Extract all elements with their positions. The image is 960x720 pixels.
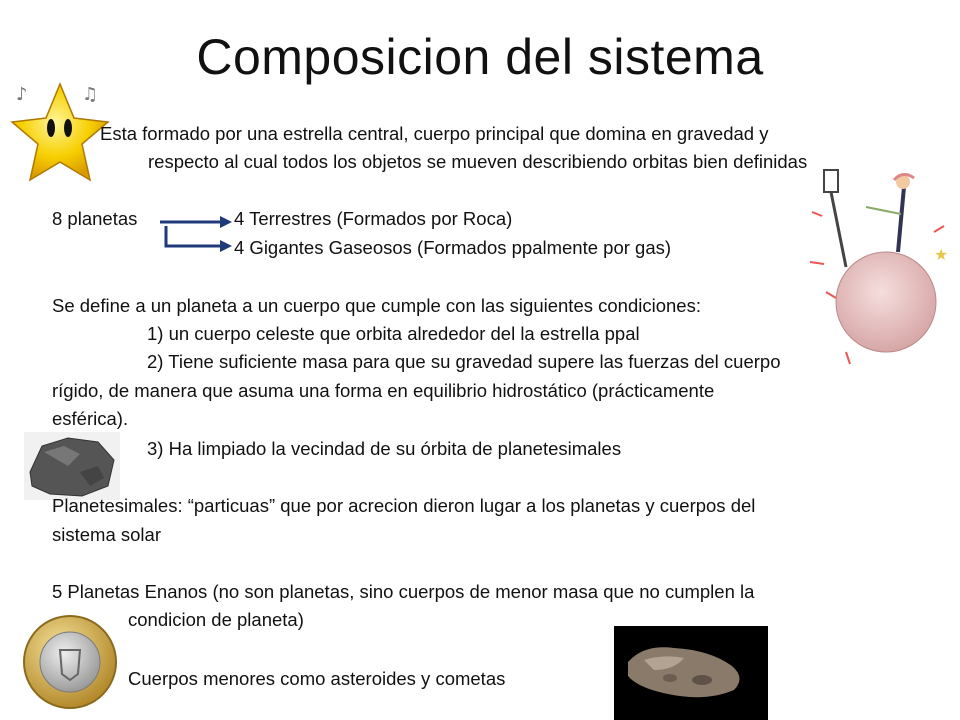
little-prince-planet-image [806,152,956,377]
intro-line-1: Esta formado por una estrella central, cuerpo principal que domina en gravedad y [100,123,769,144]
condition-1: 1) un cuerpo celeste que orbita alrededor del la estrella ppal [147,323,640,344]
definition-heading: Se define a un planeta a un cuerpo que cumple con las siguientes condiciones: [52,295,701,316]
star-character-image [2,76,112,194]
svg-text:★: ★ [934,245,949,264]
planets-terrestrial: 4 Terrestres (Formados por Roca) [234,208,513,229]
planetesimals-line-2: sistema solar [52,524,161,545]
condition-3: 3) Ha limpiado la vecindad de su órbita de planetesimales [147,438,622,459]
slide-title: Composicion del sistema [196,29,764,85]
planets-giants: 4 Gigantes Gaseosos (Formados ppalmente por gas) [234,237,672,258]
minor-bodies: Cuerpos menores como asteroides y cometas [128,668,506,689]
asteroid-image [614,626,768,720]
condition-2-line-1: 2) Tiene suficiente masa para que su gravedad supere las fuerzas del cuerpo [147,351,781,372]
svg-text:♪: ♪ [16,84,28,105]
dwarfs-line-2: condicion de planeta) [128,609,304,630]
condition-2-line-3: esférica). [52,408,129,429]
planets-split-arrows [156,208,236,258]
meteorite-rock-image [24,432,120,500]
planetesimals-line-1: Planetesimales: “particuas” que por acrecion dieron lugar a los planetas y cuerpos del [52,495,756,516]
coin-image [22,614,118,710]
planets-label: 8 planetas [52,208,138,229]
dwarfs-line-1: 5 Planetas Enanos (no son planetas, sino cuerpos de menor masa que no cumplen la [52,581,755,602]
condition-2-line-2: rígido, de manera que asuma una forma en equilibrio hidrostático (prácticamente [52,380,715,401]
svg-text:♫: ♫ [82,84,99,105]
intro-line-2: respecto al cual todos los objetos se mueven describiendo orbitas bien definidas [148,151,808,172]
